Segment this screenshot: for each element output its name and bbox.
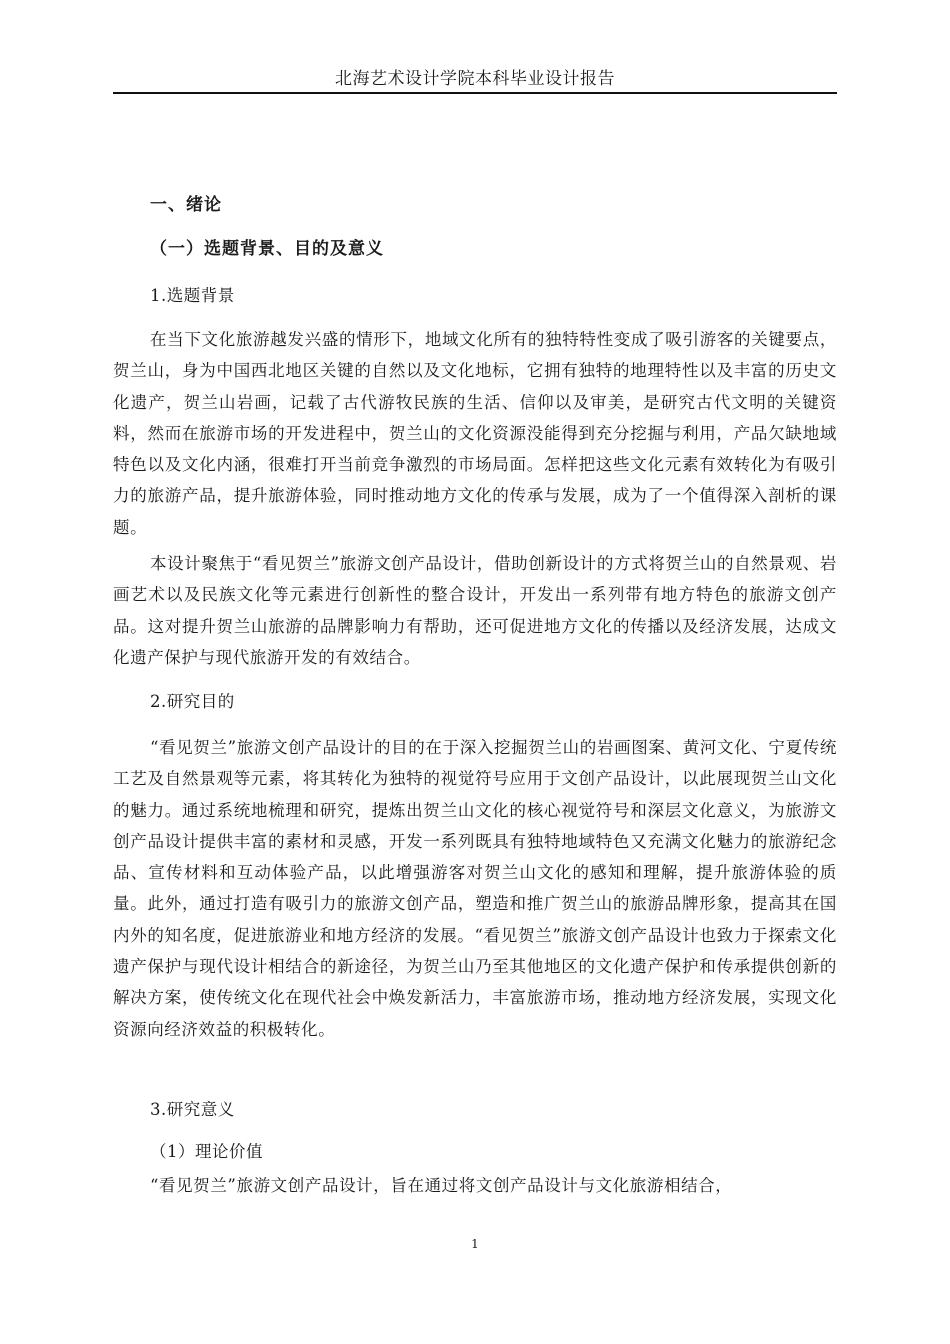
item-title-theory-value: （1）理论价值 [150,1142,263,1161]
page-number: 1 [471,1237,479,1251]
section-title: （一）选题背景、目的及意义 [150,239,384,259]
paragraph-background-2: 本设计聚焦于“看见贺兰”旅游文创产品设计，借助创新设计的方式将贺兰山的自然景观、岩画艺术以及民族文化等元素进行创新性的整合设计，开发出一系列带有地方特色的旅游文创产品。这对提升贺兰山旅游的品牌影响力有帮助，还可促进地方文化的传播以及经济发展，达成文化遗产保护与现代旅游开发的有效结合。 [113,554,837,667]
paragraph-purpose: “看见贺兰”旅游文创产品设计的目的在于深入挖掘贺兰山的岩画图案、黄河文化、宁夏传统工艺及自然景观等元素，将其转化为独特的视觉符号应用于文创产品设计，以此展现贺兰山文化的魅力。通过系统地梳理和研究，提炼出贺兰山文化的核心视觉符号和深层文化意义，为旅游文创产品设计提供丰富的素材和灵感，开发一系列既具有独特地域特色又充满文化魅力的旅游纪念品、宣传材料和互动体验产品，以此增强游客对贺兰山文化的感知和理解，提升旅游体验的质量。此外，通过打造有吸引力的旅游文创产品，塑造和推广贺兰山的旅游品牌形象，提高其在国内外的知名度，促进旅游业和地方经济的发展。“看见贺兰”旅游文创产品设计也致力于探索文化遗产保护与现代设计相结合的新途径，为贺兰山乃至其他地区的文化遗产保护和传承提供创新的解决方案，使传统文化在现代社会中焕发新活力，丰富旅游市场，推动地方经济发展，实现文化资源向经济效益的积极转化。 [113,738,837,1039]
chapter-title: 一、绪论 [150,195,222,215]
subsection-title-background: 1.选题背景 [150,286,235,305]
paragraph-theory-value: “看见贺兰”旅游文创产品设计，旨在通过将文创产品设计与文化旅游相结合， [150,1176,733,1195]
subsection-title-purpose: 2.研究目的 [150,692,235,711]
paragraph-background-1: 在当下文化旅游越发兴盛的情形下，地域文化所有的独特特性变成了吸引游客的关键要点，贺兰山，身为中国西北地区关键的自然以及文化地标，它拥有独特的地理特性以及丰富的历史文化遗产，贺兰山岩画，记载了古代游牧民族的生活、信仰以及审美，是研究古代文明的关键资料，然而在旅游市场的开发进程中，贺兰山的文化资源没能得到充分挖掘与利用，产品欠缺地域特色以及文化内涵，很难打开当前竞争激烈的市场局面。怎样把这些文化元素有效转化为有吸引力的旅游产品，提升旅游体验，同时推动地方文化的传承与发展，成为了一个值得深入剖析的课题。 [113,330,837,537]
subsection-title-significance: 3.研究意义 [150,1100,235,1119]
running-header: 北海艺术设计学院本科毕业设计报告 [335,69,615,89]
header-divider [113,92,837,94]
